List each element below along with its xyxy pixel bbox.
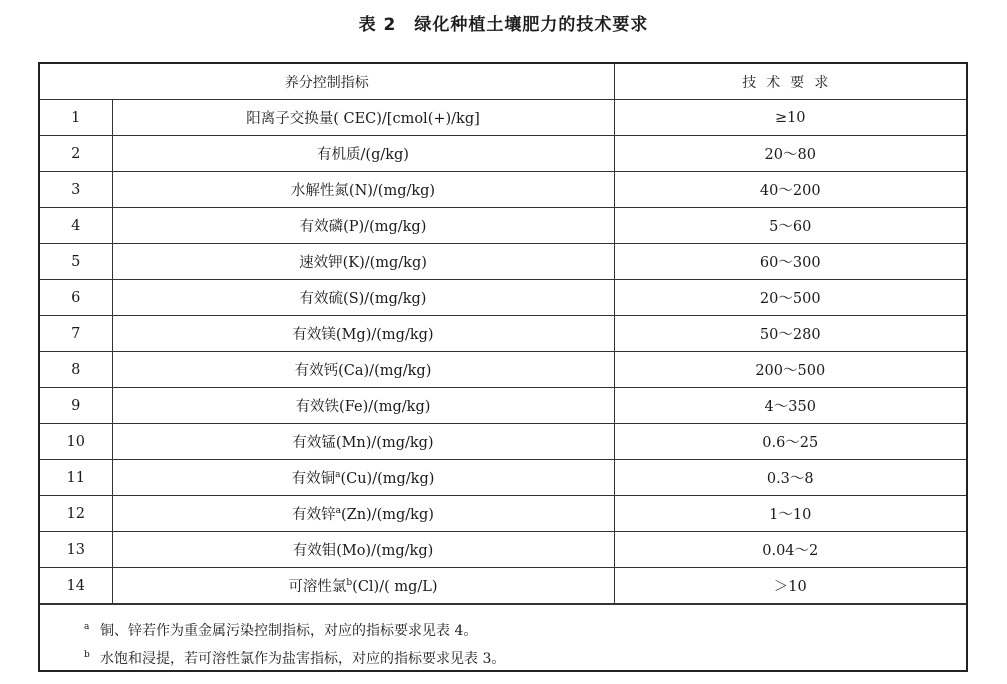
table-row (40, 280, 966, 316)
row-number: 9 (40, 388, 112, 424)
indicator-name-main: 有效铜 (291, 471, 336, 487)
requirements-table (40, 64, 966, 604)
table-body (40, 100, 966, 604)
indicator-name (112, 460, 614, 496)
requirement-value: ＞10 (614, 568, 966, 604)
row-number: 14 (40, 568, 112, 604)
footnote-ref: a (335, 470, 341, 481)
requirement-value: 0.6～25 (614, 424, 966, 460)
indicator-name: 速效钾(K)/(mg/kg) (112, 244, 614, 280)
indicator-name: 水解性氮(N)/(mg/kg) (112, 172, 614, 208)
requirement-value: 4～350 (614, 388, 966, 424)
row-number: 7 (40, 316, 112, 352)
requirement-value: 40～200 (614, 172, 966, 208)
table-row (40, 244, 966, 280)
row-number: 8 (40, 352, 112, 388)
row-number: 4 (40, 208, 112, 244)
requirement-value: 20～80 (614, 136, 966, 172)
indicator-name: 阳离子交换量( CEC)/[cmol(+)/kg] (112, 100, 614, 136)
table-caption: 表 2 绿化种植土壤肥力的技术要求 (358, 15, 649, 35)
row-number: 5 (40, 244, 112, 280)
indicator-name: 有效钼(Mo)/(mg/kg) (112, 532, 614, 568)
row-number: 2 (40, 136, 112, 172)
row-number: 10 (40, 424, 112, 460)
table-row (40, 460, 966, 496)
requirement-value: 0.3～8 (614, 460, 966, 496)
table-row (40, 136, 966, 172)
row-number: 12 (40, 496, 112, 532)
indicator-name: 有效铁(Fe)/(mg/kg) (112, 388, 614, 424)
footnote-ref: a (335, 506, 341, 517)
row-number: 11 (40, 460, 112, 496)
indicator-name-main: 可溶性氯 (288, 579, 347, 595)
table-row (40, 568, 966, 604)
table-row (40, 496, 966, 532)
table-row (40, 532, 966, 568)
header-indicator: 养分控制指标 (40, 64, 614, 100)
indicator-unit: (Cu)/(mg/kg) (340, 471, 435, 487)
header-requirement: 技术要求 (614, 64, 966, 100)
table-row (40, 352, 966, 388)
table-row (40, 100, 966, 136)
footnotes (40, 604, 966, 673)
footnote-ref: b (346, 578, 353, 589)
table-row (40, 388, 966, 424)
indicator-name (112, 568, 614, 604)
indicator-name: 有效硫(S)/(mg/kg) (112, 280, 614, 316)
footnote-a (84, 617, 966, 645)
indicator-name: 有效钙(Ca)/(mg/kg) (112, 352, 614, 388)
indicator-name: 有效镁(Mg)/(mg/kg) (112, 316, 614, 352)
requirement-value: 50～280 (614, 316, 966, 352)
requirement-value: ≥10 (614, 100, 966, 136)
footnote-mark: b (84, 650, 90, 660)
requirement-value: 60～300 (614, 244, 966, 280)
table-row (40, 424, 966, 460)
indicator-name: 有机质/(g/kg) (112, 136, 614, 172)
row-number: 6 (40, 280, 112, 316)
table-frame (38, 62, 968, 672)
indicator-unit: (Cl)/( mg/L) (352, 579, 438, 595)
table-row (40, 208, 966, 244)
table-header-row (40, 64, 966, 100)
requirement-value: 1～10 (614, 496, 966, 532)
table-row (40, 172, 966, 208)
table-row (40, 316, 966, 352)
requirement-value: 200～500 (614, 352, 966, 388)
indicator-name: 有效磷(P)/(mg/kg) (112, 208, 614, 244)
indicator-unit: (Zn)/(mg/kg) (340, 507, 434, 523)
indicator-name: 有效锰(Mn)/(mg/kg) (112, 424, 614, 460)
footnote-mark: a (84, 622, 90, 632)
row-number: 13 (40, 532, 112, 568)
footnote-text: 水饱和浸提，若可溶性氯作为盐害指标，对应的指标要求见表 3。 (100, 651, 506, 667)
indicator-name-main: 有效锌 (292, 507, 336, 523)
requirement-value: 0.04～2 (614, 532, 966, 568)
indicator-name (112, 496, 614, 532)
requirement-value: 5～60 (614, 208, 966, 244)
row-number: 3 (40, 172, 112, 208)
footnote-text: 铜、锌若作为重金属污染控制指标，对应的指标要求见表 4。 (100, 623, 478, 639)
footnote-b (84, 645, 966, 673)
requirement-value: 20～500 (614, 280, 966, 316)
row-number: 1 (40, 100, 112, 136)
